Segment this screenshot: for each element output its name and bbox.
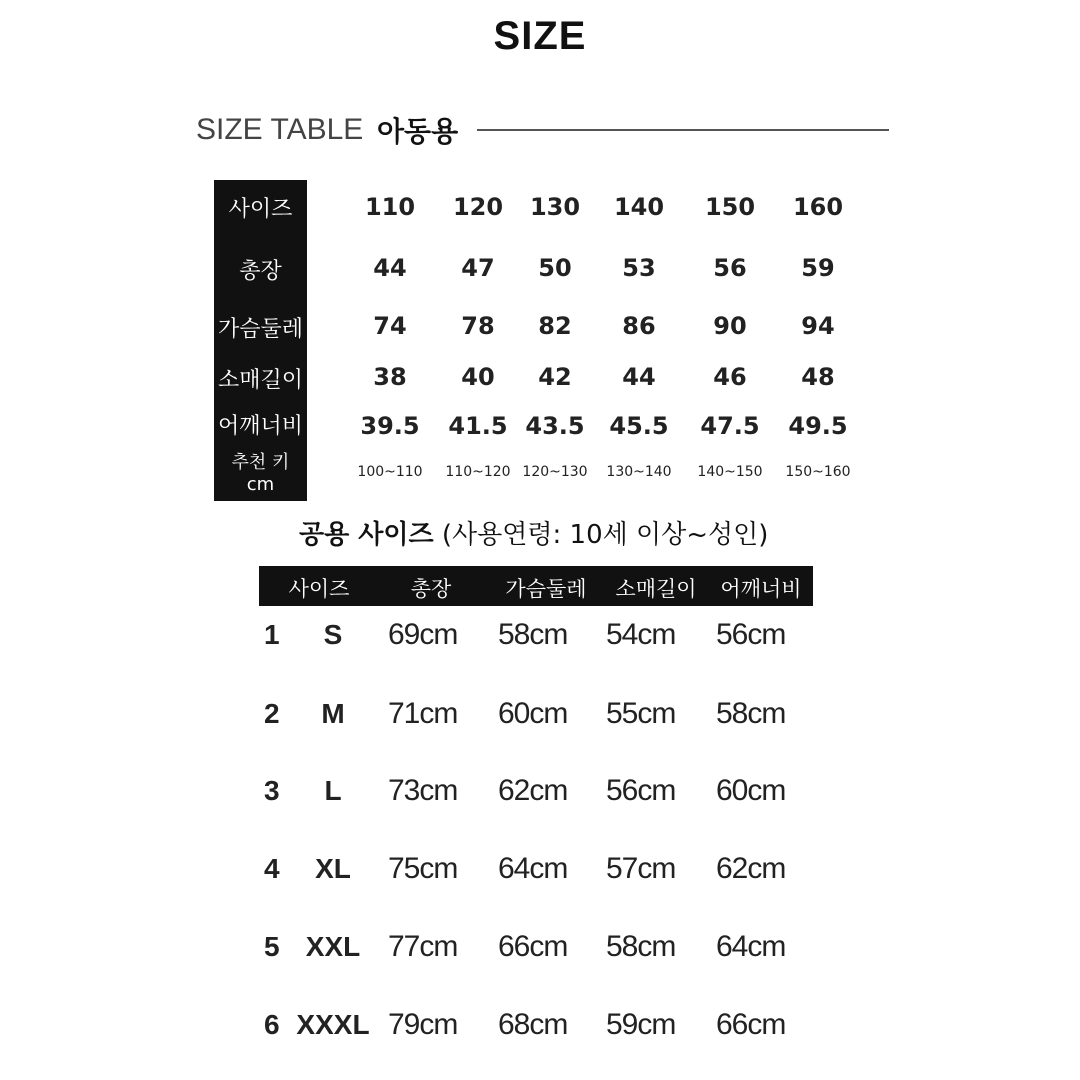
kids-cell-length: 50 — [538, 254, 572, 282]
unisex-cell-length: 75cm — [388, 852, 458, 885]
unisex-cell-chest: 68cm — [498, 1008, 568, 1041]
kids-cell-shoulder: 45.5 — [609, 412, 669, 440]
kids-row-labels — [214, 180, 307, 501]
unisex-header-chest: 가슴둘레 — [505, 577, 587, 601]
unisex-cell-sleeve: 56cm — [606, 774, 676, 807]
size-table-label: SIZE TABLE — [196, 113, 364, 146]
kids-cell-length: 56 — [713, 254, 747, 282]
kids-cell-shoulder: 41.5 — [448, 412, 508, 440]
kids-cell-chest: 86 — [622, 312, 656, 340]
kids-cell-length: 47 — [461, 254, 495, 282]
kids-cell-length: 44 — [373, 254, 407, 282]
kids-row-label-length: 총장 — [239, 259, 282, 284]
unisex-cell-chest: 66cm — [498, 930, 568, 963]
unisex-row-size: XXXL — [296, 1009, 370, 1040]
unisex-header-sleeve: 소매길이 — [615, 577, 697, 601]
unisex-cell-shoulder: 64cm — [716, 930, 786, 963]
unisex-cell-sleeve: 54cm — [606, 618, 676, 651]
kids-row-label-height-line2: cm — [246, 474, 275, 495]
kids-cell-height: 140~150 — [697, 464, 763, 480]
kids-cell-sleeve: 46 — [713, 363, 747, 391]
kids-cell-sleeve: 42 — [538, 363, 572, 391]
kids-cell-sleeve: 38 — [373, 363, 407, 391]
unisex-cell-shoulder: 62cm — [716, 852, 786, 885]
unisex-row-index: 6 — [264, 1009, 280, 1040]
kids-cell-shoulder: 39.5 — [360, 412, 420, 440]
unisex-header-length: 총장 — [410, 577, 452, 601]
unisex-cell-sleeve: 57cm — [606, 852, 676, 885]
unisex-row-index: 1 — [264, 619, 280, 650]
unisex-row-index: 5 — [264, 931, 280, 962]
kids-cell-height: 150~160 — [785, 464, 851, 480]
kids-cell-height: 110~120 — [445, 464, 511, 480]
unisex-cell-length: 71cm — [388, 697, 458, 730]
unisex-row-size: L — [324, 775, 342, 806]
kids-row-label-height-line1: 추천 키 — [231, 452, 290, 473]
kids-cell-chest: 94 — [801, 312, 835, 340]
kids-label: 아동용 — [377, 115, 459, 148]
unisex-cell-chest: 64cm — [498, 852, 568, 885]
kids-cell-chest: 74 — [373, 312, 407, 340]
kids-cell-shoulder: 49.5 — [788, 412, 848, 440]
unisex-row-index: 2 — [264, 698, 280, 729]
kids-cell-shoulder: 47.5 — [700, 412, 760, 440]
kids-cell-size: 150 — [704, 193, 756, 221]
unisex-cell-length: 69cm — [388, 618, 458, 651]
kids-cell-height: 100~110 — [357, 464, 423, 480]
unisex-cell-length: 79cm — [388, 1008, 458, 1041]
unisex-row-size: XXL — [305, 931, 361, 962]
kids-cell-length: 59 — [801, 254, 835, 282]
kids-cell-size: 160 — [792, 193, 844, 221]
kids-row-label-chest: 가슴둘레 — [217, 317, 303, 342]
unisex-row-size: XL — [315, 853, 351, 884]
kids-cell-size: 130 — [529, 193, 581, 221]
unisex-cell-sleeve: 59cm — [606, 1008, 676, 1041]
kids-cell-chest: 82 — [538, 312, 572, 340]
unisex-title-label: 공용 사이즈 — [299, 520, 434, 550]
unisex-age-note: (사용연령: 10세 이상~성인) — [441, 520, 769, 550]
unisex-cell-chest: 60cm — [498, 697, 568, 730]
unisex-cell-length: 73cm — [388, 774, 458, 807]
unisex-row-size: S — [323, 619, 343, 650]
unisex-header-shoulder: 어깨너비 — [720, 577, 802, 601]
kids-cell-sleeve: 44 — [622, 363, 656, 391]
unisex-row-size: M — [321, 698, 345, 729]
kids-row-label-height — [214, 452, 307, 496]
kids-cell-size: 140 — [613, 193, 665, 221]
unisex-cell-sleeve: 55cm — [606, 697, 676, 730]
kids-cell-height: 120~130 — [522, 464, 588, 480]
kids-cell-chest: 78 — [461, 312, 495, 340]
kids-row-label-sleeve: 소매길이 — [217, 368, 303, 393]
kids-cell-sleeve: 40 — [461, 363, 495, 391]
kids-cell-size: 120 — [452, 193, 504, 221]
unisex-cell-shoulder: 56cm — [716, 618, 786, 651]
kids-row-label-size: 사이즈 — [228, 197, 293, 222]
page-title: SIZE — [493, 14, 587, 58]
unisex-cell-shoulder: 58cm — [716, 697, 786, 730]
unisex-cell-shoulder: 60cm — [716, 774, 786, 807]
unisex-cell-length: 77cm — [388, 930, 458, 963]
kids-cell-length: 53 — [622, 254, 656, 282]
kids-row-label-shoulder: 어깨너비 — [217, 414, 303, 439]
unisex-title — [299, 514, 768, 551]
unisex-header-bar — [259, 566, 813, 606]
unisex-cell-chest: 58cm — [498, 618, 568, 651]
unisex-cell-shoulder: 66cm — [716, 1008, 786, 1041]
kids-cell-shoulder: 43.5 — [525, 412, 585, 440]
kids-cell-chest: 90 — [713, 312, 747, 340]
unisex-cell-chest: 62cm — [498, 774, 568, 807]
kids-cell-size: 110 — [364, 193, 416, 221]
unisex-row-index: 3 — [264, 775, 280, 806]
kids-cell-height: 130~140 — [606, 464, 672, 480]
unisex-cell-sleeve: 58cm — [606, 930, 676, 963]
kids-cell-sleeve: 48 — [801, 363, 835, 391]
header-divider — [477, 129, 889, 131]
unisex-header-size: 사이즈 — [288, 577, 350, 601]
unisex-row-index: 4 — [264, 853, 280, 884]
